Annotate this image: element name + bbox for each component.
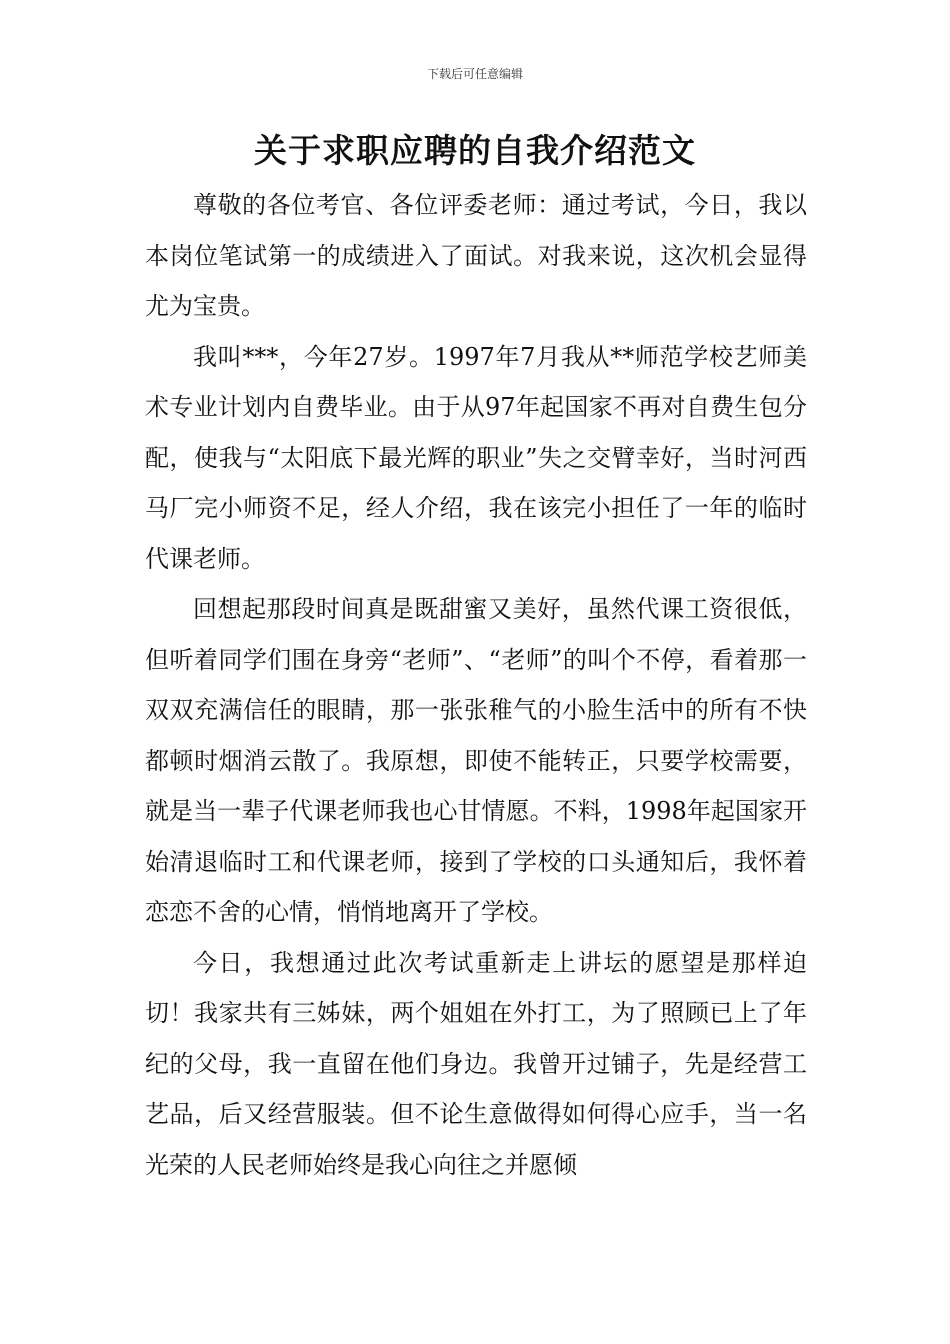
- paragraph-3: 回想起那段时间真是既甜蜜又美好，虽然代课工资很低，但听着同学们围在身旁“老师”、“老师”的叫个不停，看着那一双双充满信任的眼睛，那一张张稚气的小脸生活中的所有不快都顿时烟消云散了。我原想，即使不能转正，只要学校需要，就是当一辈子代课老师我也心甘情愿。不料，1998年起国家开始清退临时工和代课老师，接到了学校的口头通知后，我怀着恋恋不舍的心情，悄悄地离开了学校。: [145, 595, 807, 926]
- document-body: [145, 180, 807, 1190]
- paragraph-4: 今日，我想通过此次考试重新走上讲坛的愿望是那样迫切！我家共有三姊妹，两个姐姐在外打工，为了照顾已上了年纪的父母，我一直留在他们身边。我曾开过铺子，先是经营工艺品，后又经营服装。但不论生意做得如何得心应手，当一名光荣的人民老师始终是我心向往之并愿倾: [145, 948, 807, 1179]
- paragraph-2: 我叫***，今年27岁。1997年7月我从**师范学校艺师美术专业计划内自费毕业。由于从97年起国家不再对自费生包分配，使我与“太阳底下最光辉的职业”失之交臂幸好，当时河西马厂完小师资不足，经人介绍，我在该完小担任了一年的临时代课老师。: [145, 342, 807, 573]
- header-note: 下载后可任意编辑: [426, 67, 523, 81]
- document-title: 关于求职应聘的自我介绍范文: [254, 131, 696, 170]
- paragraph-1: 尊敬的各位考官、各位评委老师：通过考试，今日，我以本岗位笔试第一的成绩进入了面试。对我来说，这次机会显得尤为宝贵。: [145, 191, 807, 320]
